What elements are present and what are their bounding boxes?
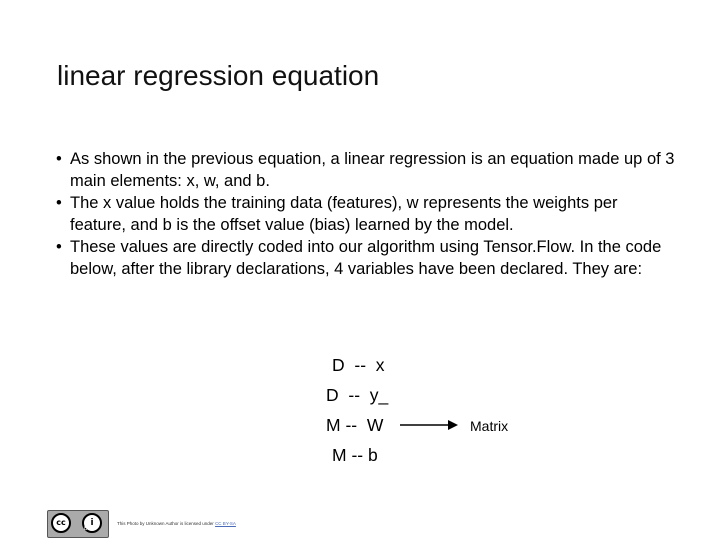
right-arrow-icon bbox=[400, 418, 460, 432]
bullet-item bbox=[56, 236, 676, 280]
attribution-icon: i bbox=[82, 513, 102, 533]
variable-list bbox=[320, 350, 388, 470]
attribution-text bbox=[117, 521, 236, 526]
bullet-text: These values are directly coded into our algorithm using Tensor.Flow. In the code below, after the library declarations, 4 variables have been declared. They are: bbox=[70, 238, 662, 278]
variable-row: D -- x bbox=[332, 355, 385, 375]
bullet-text: As shown in the previous equation, a linear regression is an equation made up of 3 main elements: x, w, and b. bbox=[70, 150, 675, 190]
bullet-text: The x value holds the training data (features), w represents the weights per feature, and b is the offset value (bias) learned by the model. bbox=[70, 194, 618, 234]
bullet-dot: • bbox=[56, 238, 62, 256]
license-link[interactable]: CC BY-SA bbox=[215, 521, 236, 526]
attribution-prefix: This Photo by Unknown Author is licensed under bbox=[117, 521, 216, 526]
bullet-dot: • bbox=[56, 150, 62, 168]
bullet-list bbox=[56, 148, 676, 280]
matrix-label: Matrix bbox=[470, 418, 509, 434]
cc-icon: cc bbox=[51, 513, 71, 533]
variable-row: M -- b bbox=[332, 445, 378, 465]
variable-row: D -- y_ bbox=[326, 385, 389, 405]
cc-license-badge[interactable] bbox=[47, 510, 109, 538]
by-label: BY bbox=[84, 526, 91, 532]
variable-row: M -- W bbox=[326, 415, 384, 435]
bullet-item bbox=[56, 148, 676, 192]
bullet-item bbox=[56, 192, 676, 236]
slide-title: linear regression equation bbox=[57, 60, 380, 91]
bullet-dot: • bbox=[56, 194, 62, 212]
